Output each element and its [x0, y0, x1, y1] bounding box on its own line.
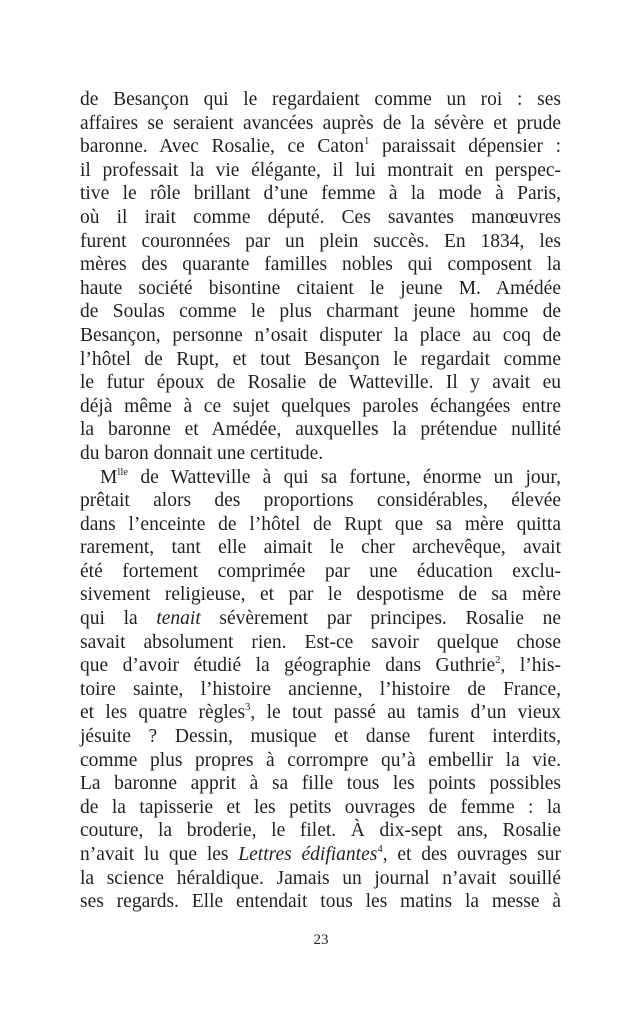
text-line: jésuite ? Dessin, musique et danse furent interdits,	[80, 726, 561, 748]
text-line: ses regards. Elle entendait tous les matins la messe à	[80, 891, 561, 913]
text-line: il professait la vie élégante, il lui montrait en perspec-	[80, 159, 561, 181]
text-line: rarement, tant elle aimait le cher archevêque, avait	[80, 537, 561, 559]
text-run: que d’avoir étudié la géographie dans Guthrie	[80, 655, 496, 677]
text-line: l’hôtel de Rupt, et tout Besançon le regardait comme	[80, 348, 561, 370]
text-run: , le tout passé au tamis d’un vieux	[250, 702, 561, 724]
body-text	[80, 88, 561, 914]
footnote-ref: 3	[245, 701, 251, 714]
text-run: qui la	[80, 608, 157, 630]
text-run: M	[100, 466, 118, 488]
text-line: sivement religieuse, et par le despotisme de sa mère	[80, 584, 561, 606]
text-run: et les quatre règles	[80, 702, 246, 724]
text-line	[80, 654, 561, 678]
text-line: du baron donnait une certitude.	[80, 442, 324, 464]
text-line: mères des quarante familles nobles qui composent la	[80, 254, 561, 276]
text-run: baronne. Avec Rosalie, ce Caton	[80, 136, 365, 158]
footnote-ref: 1	[364, 135, 370, 148]
text-line: La baronne apprit à sa fille tous les points possibles	[80, 773, 561, 795]
text-line: prêtait alors des proportions considérables, élevée	[80, 490, 561, 512]
text-line	[80, 701, 561, 725]
text-line: le futur époux de Rosalie de Watteville. Il y avait eu	[80, 372, 561, 394]
text-line: la baronne et Amédée, auxquelles la prétendue nullité	[80, 419, 561, 441]
text-line	[80, 843, 561, 867]
text-run: paraissait dépensier :	[369, 136, 561, 158]
text-line: comme plus propres à corrompre qu’à embellir la vie.	[80, 749, 561, 771]
page-number: 23	[313, 932, 329, 948]
text-line: où il irait comme député. Ces savantes manœuvres	[80, 206, 561, 228]
superscript: lle	[117, 465, 129, 478]
text-line: tive le rôle brillant d’une femme à la mode à Paris,	[80, 183, 561, 205]
text-line: de la tapisserie et les petits ouvrages de femme : la	[80, 796, 561, 818]
text-line	[80, 135, 561, 159]
text-line: affaires se seraient avancées auprès de la sévère et prude	[80, 112, 561, 134]
text-line: de Soulas comme le plus charmant jeune homme de	[80, 301, 561, 323]
text-run: n’avait lu que les	[80, 844, 239, 865]
text-line	[80, 607, 561, 631]
text-line: furent couronnées par un plein succès. En 1834, les	[80, 230, 561, 252]
text-line: dans l’enceinte de l’hôtel de Rupt que sa mère quitta	[80, 513, 561, 535]
footnote-ref: 2	[495, 654, 501, 667]
text-line	[80, 466, 561, 490]
text-run: de Watteville à qui sa fortune, énorme un jour,	[128, 466, 561, 488]
text-line: la science héraldique. Jamais un journal n’avait souillé	[80, 867, 561, 889]
text-run: , l’his-	[500, 655, 561, 677]
text-run: , et des ouvrages sur	[382, 844, 562, 865]
text-line: haute société bisontine citaient le jeune M. Amédée	[80, 277, 561, 299]
text-run: sévèrement par principes. Rosalie ne	[200, 608, 561, 630]
text-line: toire sainte, l’histoire ancienne, l’histoire de France,	[80, 678, 561, 700]
text-line: été fortement comprimée par une éducation exclu-	[80, 560, 561, 582]
text-line: de Besançon qui le regardaient comme un roi : ses	[80, 89, 561, 110]
italic-word: tenait	[156, 608, 201, 630]
text-line: Besançon, personne n’osait disputer la place au coq de	[80, 324, 561, 346]
text-line: couture, la broderie, le filet. À dix-sept ans, Rosalie	[80, 820, 561, 842]
text-line: déjà même à ce sujet quelques paroles échangées entre	[80, 395, 561, 417]
italic-title: Lettres édifiantes	[238, 844, 378, 865]
footnote-ref: 4	[377, 842, 383, 855]
text-line: savait absolument rien. Est-ce savoir quelque chose	[80, 631, 561, 653]
